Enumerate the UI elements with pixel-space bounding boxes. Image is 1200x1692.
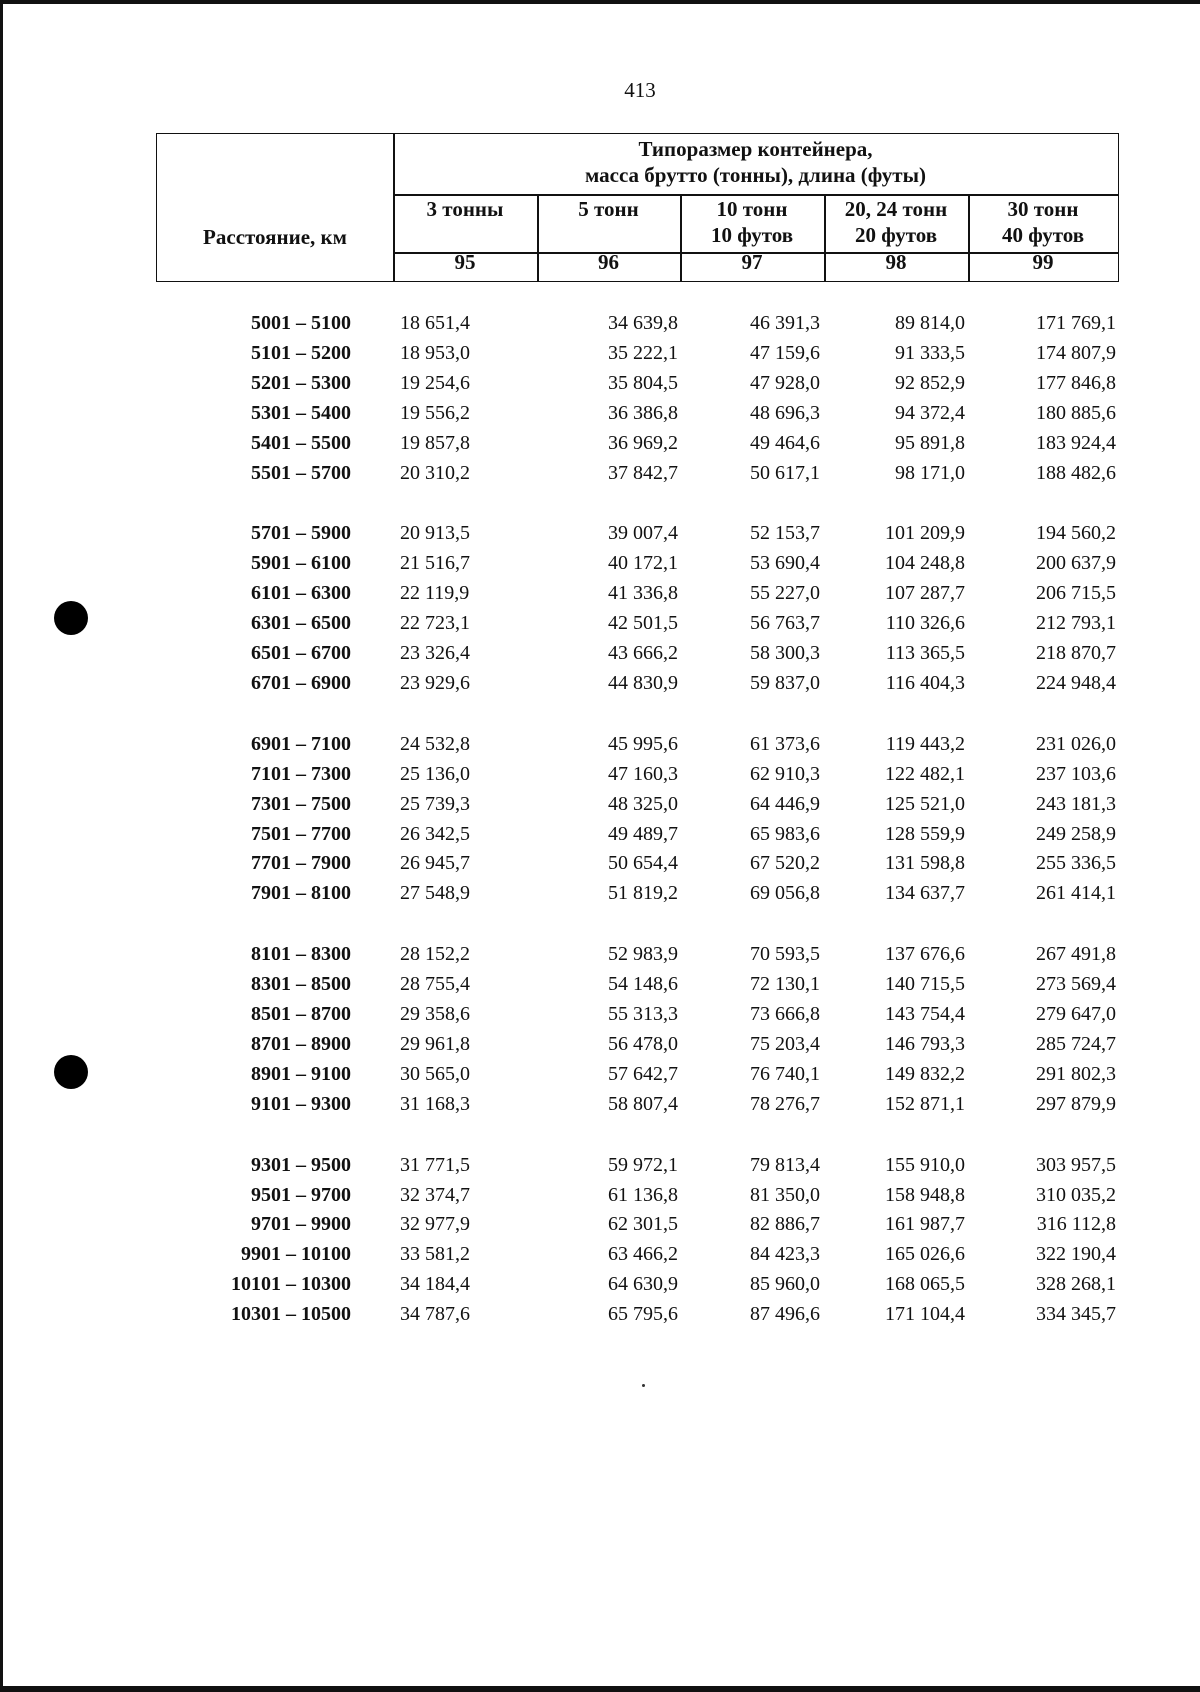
value-cell-97: 82 886,7	[750, 1213, 820, 1236]
value-cell-99: 231 026,0	[1036, 732, 1116, 755]
distance-range-cell: 8501 – 8700	[251, 1003, 351, 1025]
value-cell-97: 58 300,3	[750, 642, 820, 664]
value-cell-95: 20 913,5	[400, 522, 470, 545]
value-cell-96: 39 007,4	[608, 522, 678, 545]
value-cell-99: 261 414,1	[1036, 882, 1116, 905]
value-cell-95: 31 168,3	[400, 1092, 470, 1115]
value-cell-97: 87 496,6	[750, 1303, 820, 1326]
value-cell-99: 316 112,8	[1036, 1213, 1116, 1236]
container-group-title	[393, 136, 1118, 188]
distance-range-cell: 5301 – 5400	[251, 401, 351, 424]
value-cell-96: 47 160,3	[608, 762, 678, 785]
value-cell-98: 89 814,0	[895, 312, 965, 334]
value-cell-97: 85 960,0	[750, 1273, 820, 1296]
value-cell-96: 43 666,2	[608, 642, 678, 664]
value-cell-99: 285 724,7	[1036, 1032, 1116, 1055]
value-cell-95: 34 184,4	[400, 1273, 470, 1296]
distance-range-cell: 5201 – 5300	[251, 371, 351, 394]
distance-range-cell: 7901 – 8100	[251, 882, 351, 905]
value-cell-95: 22 723,1	[400, 612, 470, 635]
column-number: 96	[598, 250, 619, 274]
table-row	[0, 458, 1200, 488]
value-cell-95: 29 961,8	[400, 1032, 470, 1055]
column-header-line: 5 тонн	[578, 197, 639, 221]
table-row	[0, 338, 1200, 368]
value-cell-98: 110 326,6	[885, 612, 965, 635]
value-cell-96: 50 654,4	[608, 852, 678, 875]
value-cell-97: 67 520,2	[750, 852, 820, 875]
table-row	[0, 819, 1200, 849]
distance-range-cell: 8301 – 8500	[251, 973, 351, 996]
value-cell-99: 174 807,9	[1036, 341, 1116, 364]
table-row	[0, 578, 1200, 608]
value-cell-96: 48 325,0	[608, 792, 678, 815]
value-cell-95: 23 326,4	[400, 642, 470, 664]
column-number: 98	[885, 250, 907, 274]
value-cell-99: 194 560,2	[1036, 522, 1116, 545]
value-cell-98: 171 104,4	[885, 1303, 965, 1326]
table-row	[0, 1299, 1200, 1329]
value-cell-98: 113 365,5	[885, 642, 965, 664]
value-cell-97: 46 391,3	[750, 312, 820, 334]
value-cell-95: 26 342,5	[400, 822, 470, 845]
table-row	[0, 1150, 1200, 1180]
value-cell-99: 334 345,7	[1036, 1303, 1116, 1326]
table-row	[0, 789, 1200, 819]
distance-range-cell: 6501 – 6700	[251, 642, 351, 664]
table-header	[156, 133, 1119, 282]
distance-range-cell: 8701 – 8900	[251, 1032, 351, 1055]
value-cell-98: 168 065,5	[885, 1273, 965, 1296]
value-cell-97: 64 446,9	[750, 792, 820, 815]
table-row	[0, 1209, 1200, 1239]
distance-range-cell: 7101 – 7300	[251, 762, 351, 785]
value-cell-95: 21 516,7	[400, 552, 470, 575]
value-cell-96: 56 478,0	[608, 1032, 678, 1055]
value-cell-97: 73 666,8	[750, 1003, 820, 1025]
value-cell-96: 36 386,8	[608, 401, 678, 424]
value-cell-98: 98 171,0	[895, 461, 965, 484]
value-cell-95: 32 977,9	[400, 1213, 470, 1236]
distance-range-cell: 9901 – 10100	[241, 1243, 351, 1266]
value-cell-97: 62 910,3	[750, 762, 820, 785]
value-cell-98: 94 372,4	[895, 401, 965, 424]
column-header-95	[393, 196, 537, 222]
table-row	[0, 548, 1200, 578]
value-cell-98: 116 404,3	[885, 671, 965, 694]
value-cell-98: 165 026,6	[885, 1243, 965, 1266]
value-cell-95: 25 136,0	[400, 762, 470, 785]
value-cell-98: 149 832,2	[885, 1062, 965, 1085]
value-cell-96: 54 148,6	[608, 973, 678, 996]
column-header-line: 10 тонн	[716, 197, 788, 221]
table-row	[0, 878, 1200, 908]
distance-range-cell: 5001 – 5100	[251, 312, 351, 334]
value-cell-99: 310 035,2	[1036, 1183, 1116, 1206]
value-cell-99: 206 715,5	[1036, 582, 1116, 605]
value-cell-96: 34 639,8	[608, 312, 678, 334]
table-row	[0, 1029, 1200, 1059]
value-cell-99: 171 769,1	[1036, 312, 1116, 334]
value-cell-97: 48 696,3	[750, 401, 820, 424]
value-cell-96: 61 136,8	[608, 1183, 678, 1206]
value-cell-98: 104 248,8	[885, 552, 965, 575]
value-cell-99: 255 336,5	[1036, 852, 1116, 875]
value-cell-98: 131 598,8	[885, 852, 965, 875]
value-cell-98: 137 676,6	[885, 943, 965, 966]
table-row	[0, 759, 1200, 789]
value-cell-95: 18 651,4	[400, 312, 470, 334]
value-cell-95: 22 119,9	[400, 582, 470, 605]
distance-range-cell: 9101 – 9300	[251, 1092, 351, 1115]
value-cell-99: 249 258,9	[1036, 822, 1116, 845]
value-cell-95: 32 374,7	[400, 1183, 470, 1206]
distance-range-cell: 7701 – 7900	[251, 852, 351, 875]
column-header-99	[968, 196, 1118, 248]
value-cell-95: 28 152,2	[400, 943, 470, 966]
value-cell-99: 279 647,0	[1036, 1003, 1116, 1025]
distance-range-cell: 8901 – 9100	[251, 1062, 351, 1085]
distance-range-cell: 6901 – 7100	[251, 732, 351, 755]
value-cell-95: 19 254,6	[400, 371, 470, 394]
value-cell-95: 19 556,2	[400, 401, 470, 424]
page-number: 413	[624, 78, 656, 102]
table-row	[0, 848, 1200, 878]
value-cell-97: 47 159,6	[750, 341, 820, 364]
table-row	[0, 638, 1200, 668]
table-row	[0, 368, 1200, 398]
value-cell-96: 35 804,5	[608, 371, 678, 394]
scan-edge-top	[0, 0, 1200, 4]
value-cell-96: 65 795,6	[608, 1303, 678, 1326]
distance-range-cell: 5401 – 5500	[251, 431, 351, 454]
distance-range-cell: 10301 – 10500	[231, 1303, 351, 1326]
value-cell-99: 267 491,8	[1036, 943, 1116, 966]
value-cell-99: 291 802,3	[1036, 1062, 1116, 1085]
value-cell-97: 84 423,3	[750, 1243, 820, 1266]
value-cell-96: 45 995,6	[608, 732, 678, 755]
table-row	[0, 999, 1200, 1029]
column-header-line: 10 футов	[710, 223, 794, 247]
table-row	[0, 1239, 1200, 1269]
value-cell-95: 23 929,6	[400, 671, 470, 694]
value-cell-97: 55 227,0	[750, 582, 820, 605]
value-cell-96: 41 336,8	[608, 582, 678, 605]
column-header-line: 20 футов	[854, 223, 938, 247]
distance-range-cell: 5701 – 5900	[251, 522, 351, 545]
value-cell-99: 273 569,4	[1036, 973, 1116, 996]
table-row	[0, 939, 1200, 969]
distance-range-cell: 5901 – 6100	[251, 552, 351, 575]
table-row	[0, 729, 1200, 759]
value-cell-95: 24 532,8	[400, 732, 470, 755]
value-cell-99: 303 957,5	[1036, 1153, 1116, 1176]
value-cell-98: 95 891,8	[895, 431, 965, 454]
column-header-97	[680, 196, 824, 248]
value-cell-99: 177 846,8	[1036, 371, 1116, 394]
table-row	[0, 428, 1200, 458]
value-cell-99: 188 482,6	[1036, 461, 1116, 484]
value-cell-95: 34 787,6	[400, 1303, 470, 1326]
column-number: 95	[454, 250, 476, 274]
distance-range-cell: 6301 – 6500	[251, 612, 351, 635]
value-cell-97: 70 593,5	[750, 943, 820, 966]
distance-range-cell: 5501 – 5700	[251, 461, 351, 484]
table-row	[0, 1089, 1200, 1119]
value-cell-96: 40 172,1	[608, 552, 678, 575]
value-cell-97: 81 350,0	[750, 1183, 820, 1206]
value-cell-98: 128 559,9	[885, 822, 965, 845]
scan-speck	[642, 1384, 645, 1387]
value-cell-95: 19 857,8	[400, 431, 470, 454]
distance-range-cell: 5101 – 5200	[251, 341, 351, 364]
value-cell-99: 218 870,7	[1036, 642, 1116, 664]
value-cell-96: 51 819,2	[608, 882, 678, 905]
value-cell-95: 30 565,0	[400, 1062, 470, 1085]
value-cell-99: 200 637,9	[1036, 552, 1116, 575]
value-cell-95: 20 310,2	[400, 461, 470, 484]
table-row	[0, 969, 1200, 999]
distance-range-cell: 8101 – 8300	[251, 943, 351, 966]
distance-range-cell: 9301 – 9500	[251, 1153, 351, 1176]
value-cell-96: 64 630,9	[608, 1273, 678, 1296]
distance-range-cell: 9701 – 9900	[251, 1213, 351, 1236]
value-cell-97: 56 763,7	[750, 612, 820, 635]
value-cell-95: 18 953,0	[400, 341, 470, 364]
value-cell-99: 224 948,4	[1036, 671, 1116, 694]
value-cell-98: 143 754,4	[885, 1003, 965, 1025]
scan-edge-bottom	[0, 1686, 1200, 1692]
table-row	[0, 1059, 1200, 1089]
value-cell-96: 57 642,7	[608, 1062, 678, 1085]
value-cell-97: 69 056,8	[750, 882, 820, 905]
column-header-line: 3 тонны	[426, 197, 504, 221]
distance-range-cell: 9501 – 9700	[251, 1183, 351, 1206]
column-header-96	[537, 196, 680, 222]
value-cell-97: 76 740,1	[750, 1062, 820, 1085]
value-cell-99: 243 181,3	[1036, 792, 1116, 815]
value-cell-96: 49 489,7	[608, 822, 678, 845]
value-cell-96: 42 501,5	[608, 612, 678, 635]
value-cell-98: 92 852,9	[895, 371, 965, 394]
distance-range-cell: 7501 – 7700	[251, 822, 351, 845]
value-cell-97: 79 813,4	[750, 1153, 820, 1176]
value-cell-97: 72 130,1	[750, 973, 820, 996]
value-cell-98: 119 443,2	[885, 732, 965, 755]
value-cell-98: 146 793,3	[885, 1032, 965, 1055]
column-header-line: 30 тонн	[1007, 197, 1079, 221]
table-row	[0, 668, 1200, 698]
value-cell-98: 122 482,1	[885, 762, 965, 785]
value-cell-97: 50 617,1	[750, 461, 820, 484]
value-cell-98: 158 948,8	[885, 1183, 965, 1206]
value-cell-97: 61 373,6	[750, 732, 820, 755]
table-row	[0, 1269, 1200, 1299]
table-row	[0, 1180, 1200, 1210]
value-cell-95: 29 358,6	[400, 1003, 470, 1025]
value-cell-95: 31 771,5	[400, 1153, 470, 1176]
distance-range-cell: 6701 – 6900	[251, 671, 351, 694]
value-cell-95: 26 945,7	[400, 852, 470, 875]
group-title-line: масса брутто (тонны), длина (футы)	[585, 163, 926, 187]
value-cell-96: 44 830,9	[608, 671, 678, 694]
value-cell-98: 161 987,7	[885, 1213, 965, 1236]
column-header-98	[824, 196, 968, 248]
value-cell-96: 58 807,4	[608, 1092, 678, 1115]
value-cell-98: 125 521,0	[885, 792, 965, 815]
column-header-line: 20, 24 тонн	[844, 197, 948, 221]
value-cell-99: 180 885,6	[1036, 401, 1116, 424]
distance-range-cell: 6101 – 6300	[251, 582, 351, 605]
value-cell-99: 212 793,1	[1036, 612, 1116, 635]
value-cell-96: 55 313,3	[608, 1003, 678, 1025]
value-cell-99: 237 103,6	[1036, 762, 1116, 785]
value-cell-96: 36 969,2	[608, 431, 678, 454]
value-cell-98: 140 715,5	[885, 973, 965, 996]
value-cell-97: 75 203,4	[750, 1032, 820, 1055]
value-cell-98: 134 637,7	[885, 882, 965, 905]
value-cell-98: 155 910,0	[885, 1153, 965, 1176]
value-cell-96: 35 222,1	[608, 341, 678, 364]
value-cell-97: 49 464,6	[750, 431, 820, 454]
value-cell-95: 28 755,4	[400, 973, 470, 996]
value-cell-99: 328 268,1	[1036, 1273, 1116, 1296]
value-cell-95: 27 548,9	[400, 882, 470, 905]
value-cell-99: 183 924,4	[1036, 431, 1116, 454]
value-cell-97: 47 928,0	[750, 371, 820, 394]
table-row	[0, 518, 1200, 548]
value-cell-96: 37 842,7	[608, 461, 678, 484]
table-row	[0, 398, 1200, 428]
distance-range-cell: 7301 – 7500	[251, 792, 351, 815]
distance-column-header: Расстояние, км	[203, 225, 347, 249]
value-cell-96: 59 972,1	[608, 1153, 678, 1176]
group-title-line: Типоразмер контейнера,	[638, 137, 873, 161]
value-cell-97: 53 690,4	[750, 552, 820, 575]
value-cell-96: 62 301,5	[608, 1213, 678, 1236]
value-cell-99: 297 879,9	[1036, 1092, 1116, 1115]
value-cell-97: 59 837,0	[750, 671, 820, 694]
value-cell-98: 152 871,1	[885, 1092, 965, 1115]
column-number: 97	[741, 250, 763, 274]
column-header-line: 40 футов	[1001, 223, 1085, 247]
value-cell-97: 52 153,7	[750, 522, 820, 545]
table-row	[0, 608, 1200, 638]
value-cell-97: 78 276,7	[750, 1092, 820, 1115]
value-cell-98: 91 333,5	[895, 341, 965, 364]
value-cell-95: 25 739,3	[400, 792, 470, 815]
distance-range-cell: 10101 – 10300	[231, 1273, 351, 1296]
value-cell-98: 101 209,9	[885, 522, 965, 545]
column-number: 99	[1032, 250, 1054, 274]
value-cell-99: 322 190,4	[1036, 1243, 1116, 1266]
table-row	[0, 308, 1200, 338]
value-cell-95: 33 581,2	[400, 1243, 470, 1266]
value-cell-97: 65 983,6	[750, 822, 820, 845]
value-cell-96: 63 466,2	[608, 1243, 678, 1266]
value-cell-96: 52 983,9	[608, 943, 678, 966]
value-cell-98: 107 287,7	[885, 582, 965, 605]
